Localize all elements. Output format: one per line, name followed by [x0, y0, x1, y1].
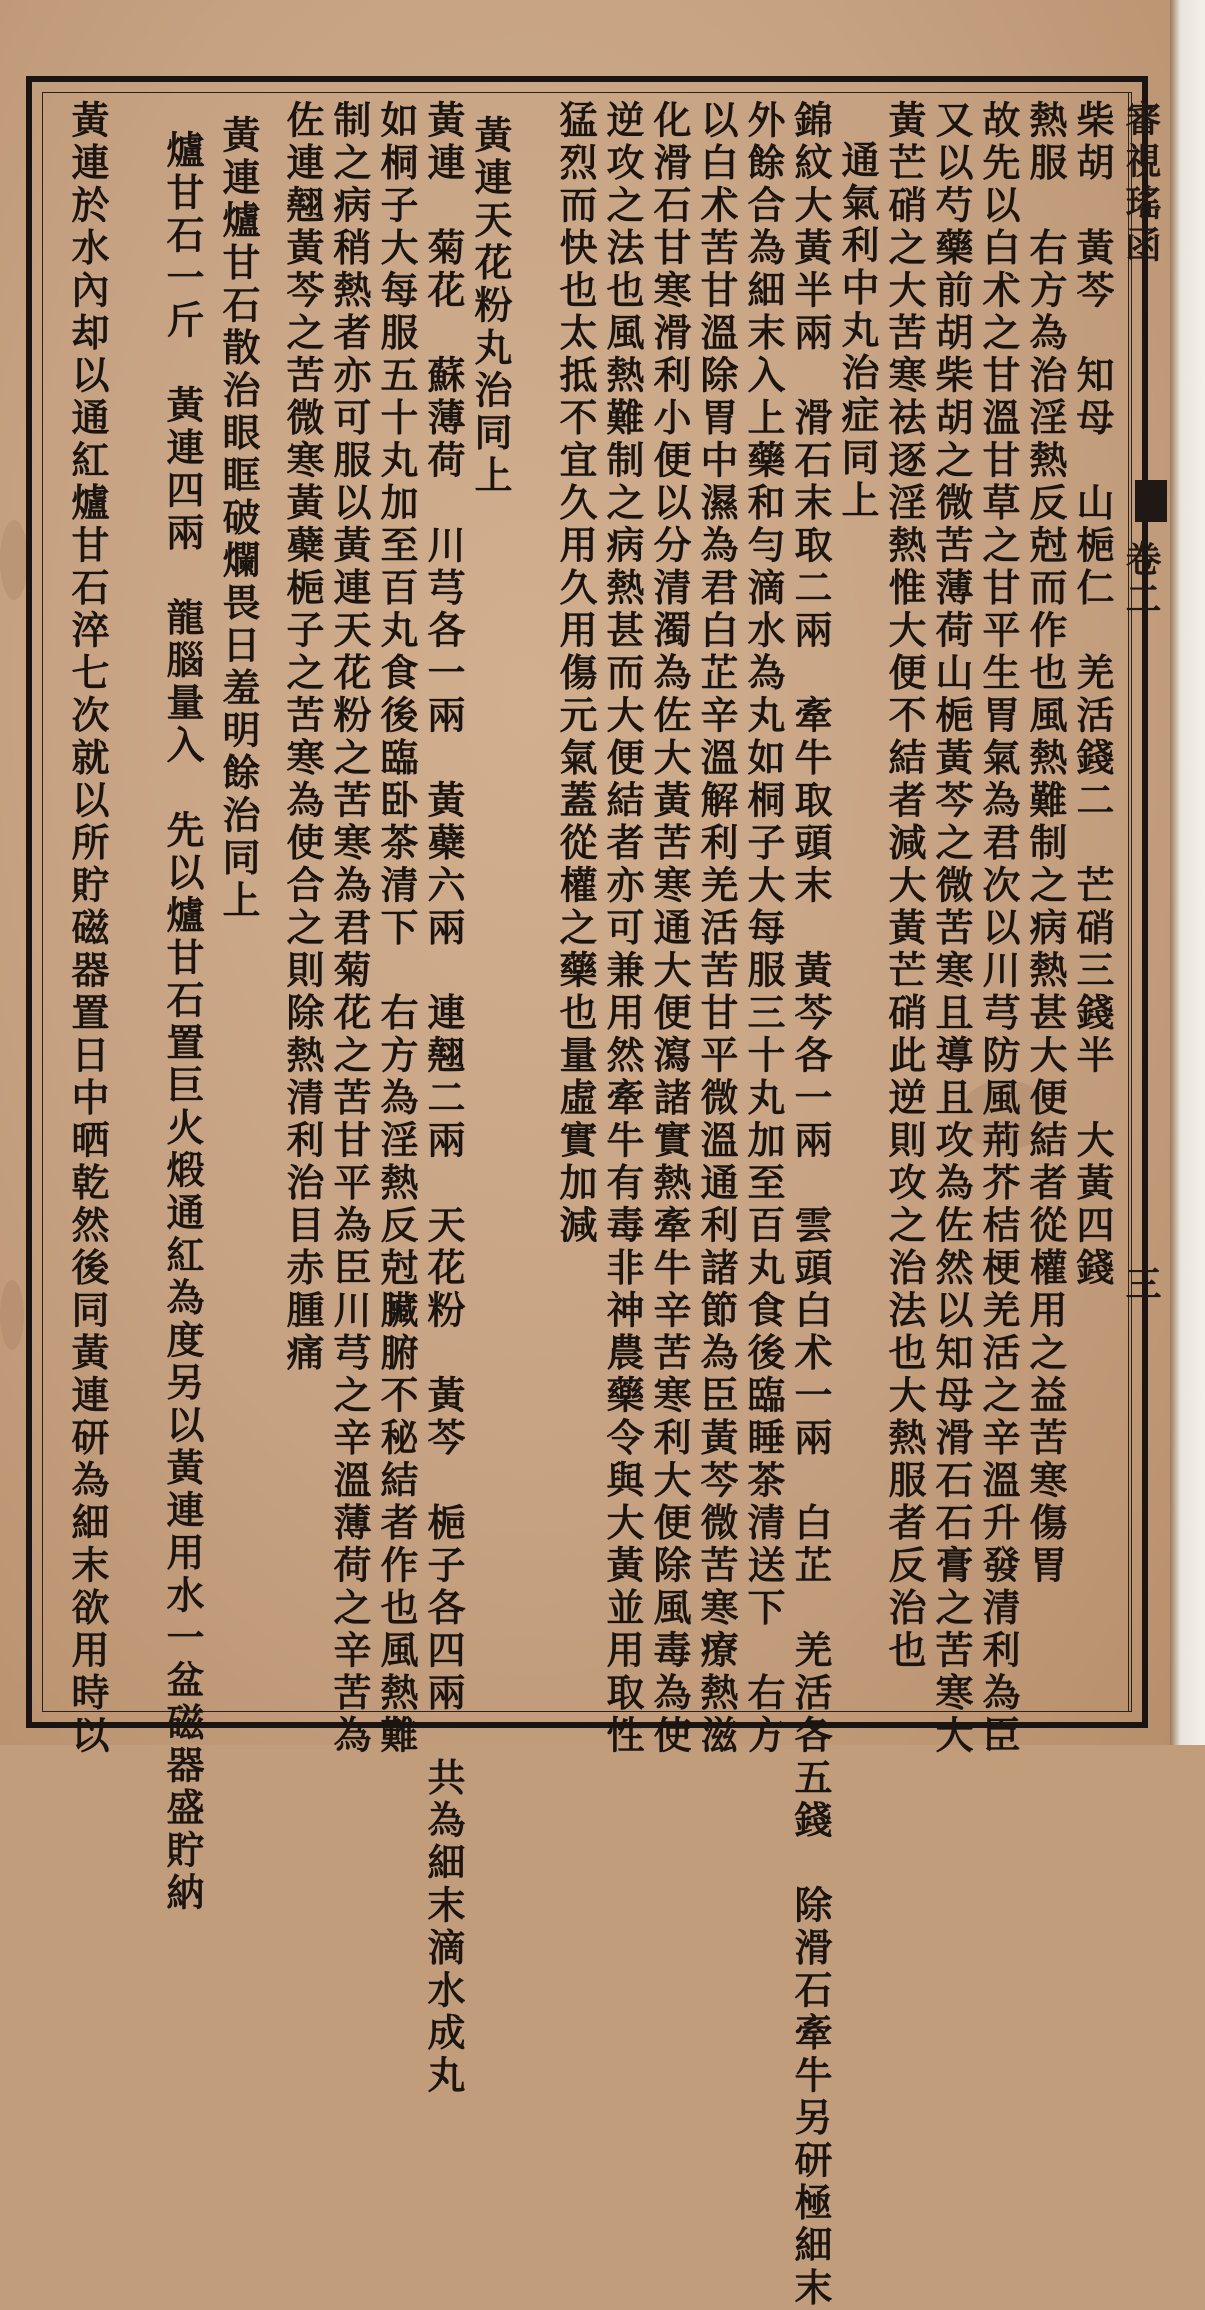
recipe-heading: 通氣利中丸治症同上: [835, 140, 880, 523]
recipe-heading: 黃連爐甘石散治眼眶破爛畏日羞明餘治同上: [216, 115, 261, 923]
text-column: 又以芍藥前胡柴胡之微苦薄荷山梔黃芩之微苦寒且導且攻為佐然以知母滑石石膏之苦寒大: [929, 100, 974, 1758]
text-column: 柴胡 黃芩 知母 山梔仁 羌活錢二 芒硝三錢半 大黃四錢: [1070, 100, 1115, 1290]
text-column: 佐連翹黃芩之苦微寒黃蘗梔子之苦寒為使合之則除熱清利治目赤腫痛: [280, 100, 325, 1375]
text-column: 逆攻之法也風熱難制之病熱甚而大便結者亦可兼用然牽牛有毒非神農藥令與大黃並用取性: [600, 100, 645, 1758]
text-column: 黃連 菊花 蘇薄荷 川芎各一兩 黃蘗六兩 連翹二兩 天花粉 黃芩 梔子各四兩 共為細末滴水成丸: [421, 100, 466, 2098]
text-column: 猛烈而快也太抵不宜久用久用傷元氣蓋從權之藥也量虛實加減: [553, 100, 598, 1248]
margin-divider: [1128, 92, 1133, 1712]
text-column: 黃芒硝之大苦寒祛逐淫熱惟大便不結者減大黃芒硝此逆則攻之治法也大熱服者反治也: [882, 100, 927, 1673]
text-column: 爐甘石一斤 黃連四兩 龍腦量入 先以爐甘石置巨火煅通紅為度另以黃連用水一盆磁器盛貯納: [160, 130, 205, 1915]
paper-stain: [0, 1280, 24, 1350]
fishtail-mark: [1135, 480, 1167, 522]
text-column: 錦紋大黃半兩 滑石末取二兩 牽牛取頭末 黃芩各一兩 雲頭白术一兩 白芷 羌活各五錢 除滑石牽牛另研極細末: [788, 100, 833, 2310]
page-number: 三: [1120, 1265, 1162, 1301]
text-column: 如桐子大每服五十丸加至百丸食後臨卧茶清下 右方為淫熱反尅臟腑不秘結者作也風熱難: [374, 100, 419, 1758]
text-column: 黃連於水內却以通紅爐甘石淬七次就以所貯磁器置日中晒乾然後同黃連研為細末欲用時以: [65, 100, 110, 1758]
text-column: 外餘合為細末入上藥和勻滴水為丸如桐子大每服三十丸加至百丸食後臨睡茶清送下 右方: [741, 100, 786, 1758]
text-column: 以白术苦甘溫除胃中濕為君白芷辛溫解利羌活苦甘平微溫通利諸節為臣黃芩微苦寒療熱滋: [694, 100, 739, 1758]
text-column: 故先以白术之甘溫甘草之甘平生胃氣為君次以川芎防風荊芥桔梗羌活之辛溫升發清利為臣: [976, 100, 1021, 1758]
volume-label: 卷二: [1120, 540, 1162, 620]
book-title: 審視瑤函: [1120, 100, 1162, 268]
text-column: 熱服 右方為治淫熱反尅而作也風熱難制之病熱甚大便結者從權用之益苦寒傷胃: [1023, 100, 1068, 1588]
paper-stain: [0, 520, 28, 600]
recipe-heading: 黃連天花粉丸治同上: [468, 115, 513, 498]
text-column: 制之病稍熱者亦可服以黃連天花粉之苦寒為君菊花之苦甘平為臣川芎之辛溫薄荷之辛苦為: [327, 100, 372, 1758]
page-edge: [1170, 0, 1205, 1745]
text-column: 化滑石甘寒滑利小便以分清濁為佐大黃苦寒通大便瀉諸實熱牽牛辛苦寒利大便除風毒為使: [647, 100, 692, 1758]
